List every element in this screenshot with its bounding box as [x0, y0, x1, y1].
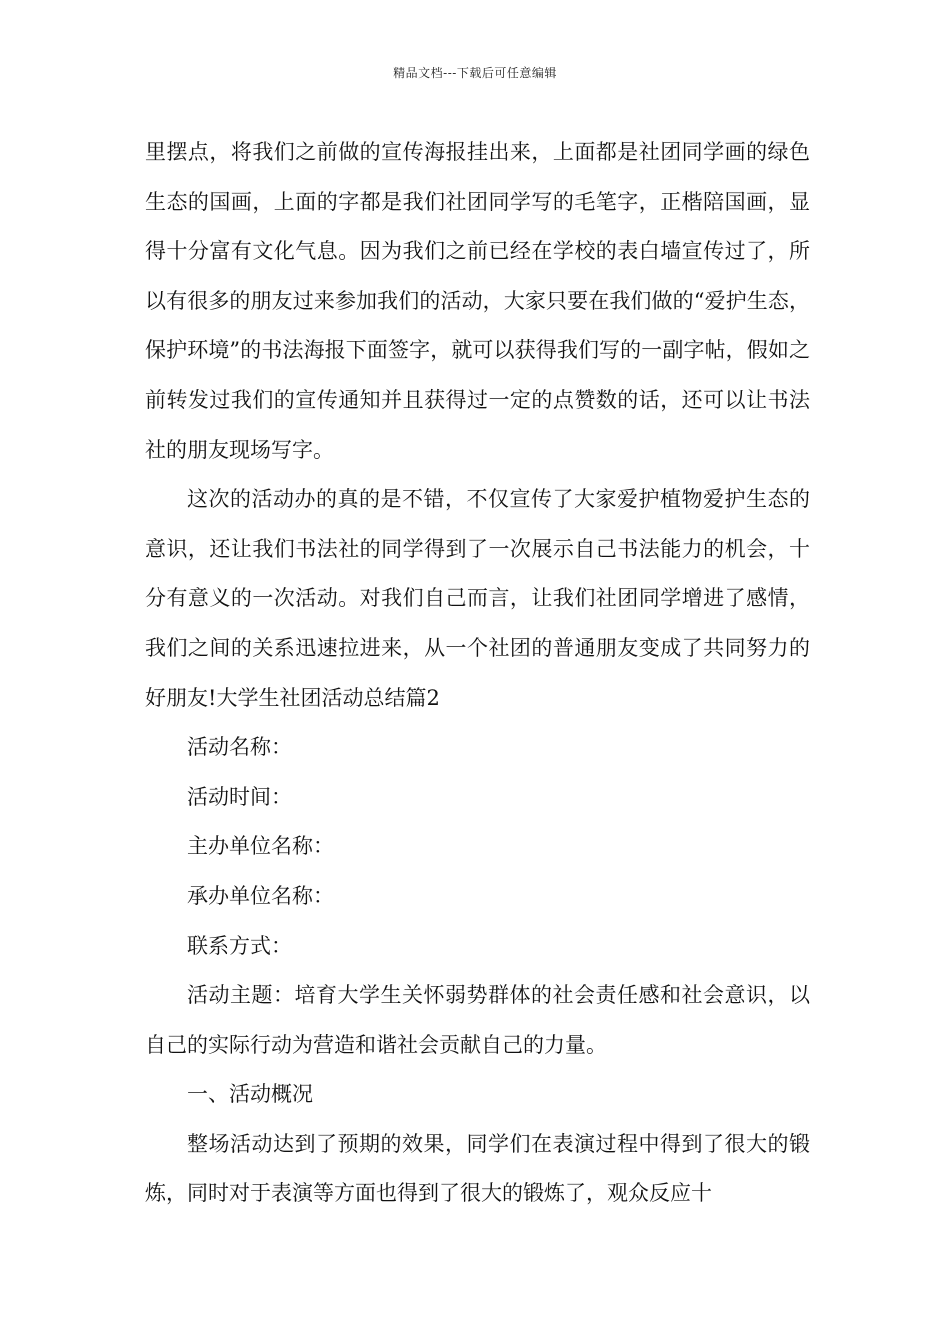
paragraph-contact: 联系方式： [187, 933, 292, 958]
paragraph-activity-time: 活动时间： [187, 784, 292, 809]
section-heading-overview: 一、活动概况 [187, 1082, 313, 1107]
paragraph-organizer-unit: 承办单位名称： [187, 883, 334, 908]
paragraph-overview-body: 整场活动达到了预期的效果，同学们在表演过程中得到了很大的锻炼，同时对于表演等方面也得到了很大的锻炼了，观众反应十 [145, 1131, 810, 1206]
paragraph-1: 里摆点，将我们之前做的宣传海报挂出来，上面都是社团同学画的绿色生态的国画，上面的字都是我们社团同学写的毛笔字，正楷陪国画，显得十分富有文化气息。因为我们之前已经在学校的表白墙宣传过了，所以有很多的朋友过来参加我们的活动，大家只要在我们做的“爱护生态，保护环境”的书法海报下面签字，就可以获得我们写的一副字帖，假如之前转发过我们的宣传通知并且获得过一定的点赞数的话，还可以让书法社的朋友现场写字。 [145, 140, 810, 462]
paragraph-activity-theme: 活动主题：培育大学生关怀弱势群体的社会责任感和社会意识，以自己的实际行动为营造和谐社会贡献自己的力量。 [145, 983, 810, 1057]
paragraph-activity-name: 活动名称： [187, 735, 292, 760]
document-body [145, 128, 810, 1219]
paragraph-2: 这次的活动办的真的是不错，不仅宣传了大家爱护植物爱护生态的意识，还让我们书法社的同学得到了一次展示自己书法能力的机会，十分有意义的一次活动。对我们自己而言，让我们社团同学增进了感情，我们之间的关系迅速拉进来，从一个社团的普通朋友变成了共同努力的好朋友!大学生社团活动总结篇2 [145, 487, 810, 710]
paragraph-host-unit: 主办单位名称： [187, 834, 334, 859]
page-header: 精品文档---下载后可任意编辑 [393, 66, 557, 80]
